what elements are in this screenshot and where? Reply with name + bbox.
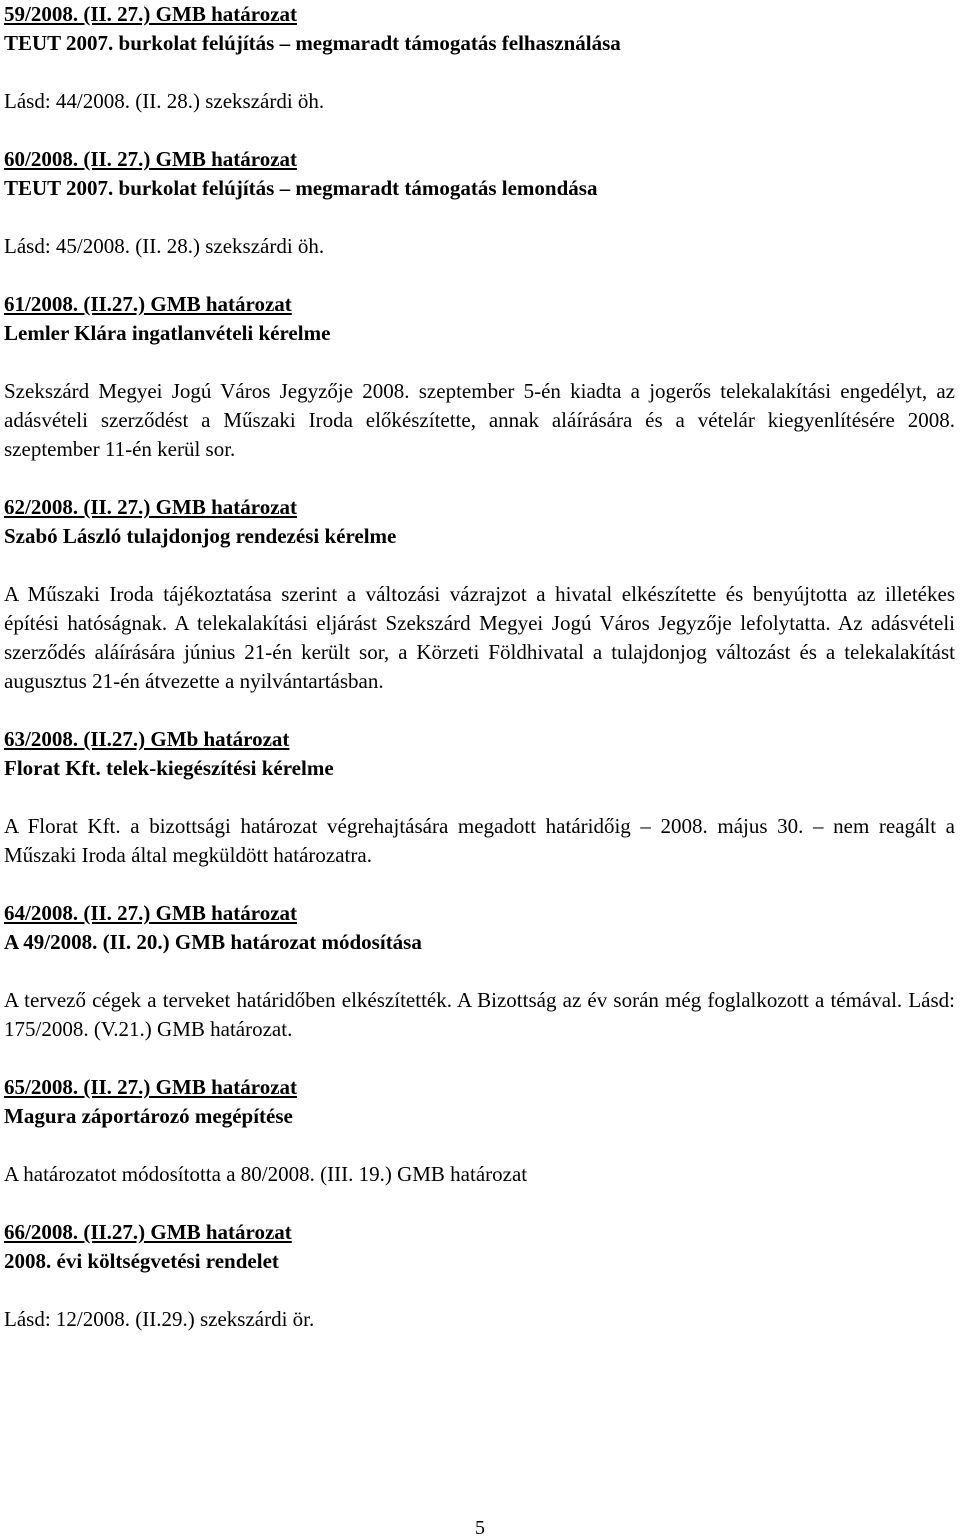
resolution-title: Magura záportározó megépítése <box>4 1104 293 1128</box>
resolution-body: A határozatot módosította a 80/2008. (III. 19.) GMB határozat <box>4 1162 528 1186</box>
resolution-title: A 49/2008. (II. 20.) GMB határozat módosítása <box>4 930 422 954</box>
resolution-reference: 59/2008. (II. 27.) GMB határozat <box>4 2 298 26</box>
resolution-body: A Florat Kft. a bizottsági határozat végrehajtására megadott határidőig – 2008. május 30. – nem reagált a Műszaki Iroda által megküldött határozatra. <box>4 814 955 867</box>
resolution-title: Lemler Klára ingatlanvételi kérelme <box>4 321 331 345</box>
page-number: 5 <box>475 1517 485 1539</box>
resolution-title: 2008. évi költségvetési rendelet <box>4 1249 279 1273</box>
section-64 <box>4 899 955 1044</box>
resolution-title: TEUT 2007. burkolat felújítás – megmaradt támogatás felhasználása <box>4 31 621 55</box>
section-66 <box>4 1218 955 1334</box>
resolution-title: Florat Kft. telek-kiegészítési kérelme <box>4 756 334 780</box>
document-page <box>4 0 955 1334</box>
section-60 <box>4 145 955 261</box>
resolution-title: TEUT 2007. burkolat felújítás – megmaradt támogatás lemondása <box>4 176 598 200</box>
resolution-reference: 66/2008. (II.27.) GMB határozat <box>4 1220 292 1244</box>
resolution-reference: 65/2008. (II. 27.) GMB határozat <box>4 1075 298 1099</box>
resolution-body: A Műszaki Iroda tájékoztatása szerint a változási vázrajzot a hivatal elkészítette és benyújtotta az illetékes építési hatóságnak. A telekalakítási eljárást Szekszárd Megyei Jogú Város Jegyzője lefolytatta. Az adásvételi szerződés aláírására június 21-én került sor, a Körzeti Földhivatal a tulajdonjog változást és a telekalakítást augusztus 21-én átvezette a nyilvántartásban. <box>4 582 955 693</box>
resolution-body: Szekszárd Megyei Jogú Város Jegyzője 2008. szeptember 5-én kiadta a jogerős telekalakítási engedélyt, az adásvételi szerződést a Műszaki Iroda előkészítette, annak aláírására és a vételár kiegyenlítésére 2008. szeptember 11-én kerül sor. <box>4 379 955 461</box>
resolution-reference: 62/2008. (II. 27.) GMB határozat <box>4 495 298 519</box>
section-61 <box>4 290 955 464</box>
section-59 <box>4 0 955 116</box>
resolution-reference: 64/2008. (II. 27.) GMB határozat <box>4 901 298 925</box>
resolution-body: A tervező cégek a terveket határidőben elkészítették. A Bizottság az év során még foglalkozott a témával. Lásd: 175/2008. (V.21.) GMB határozat. <box>4 988 955 1041</box>
resolution-body: Lásd: 45/2008. (II. 28.) szekszárdi öh. <box>4 234 325 258</box>
section-63 <box>4 725 955 870</box>
resolution-body: Lásd: 12/2008. (II.29.) szekszárdi ör. <box>4 1307 315 1331</box>
resolution-body: Lásd: 44/2008. (II. 28.) szekszárdi öh. <box>4 89 325 113</box>
resolution-title: Szabó László tulajdonjog rendezési kérelme <box>4 524 397 548</box>
section-65 <box>4 1073 955 1189</box>
resolution-reference: 61/2008. (II.27.) GMB határozat <box>4 292 292 316</box>
resolution-reference: 63/2008. (II.27.) GMb határozat <box>4 727 290 751</box>
resolution-reference: 60/2008. (II. 27.) GMB határozat <box>4 147 298 171</box>
section-62 <box>4 493 955 696</box>
